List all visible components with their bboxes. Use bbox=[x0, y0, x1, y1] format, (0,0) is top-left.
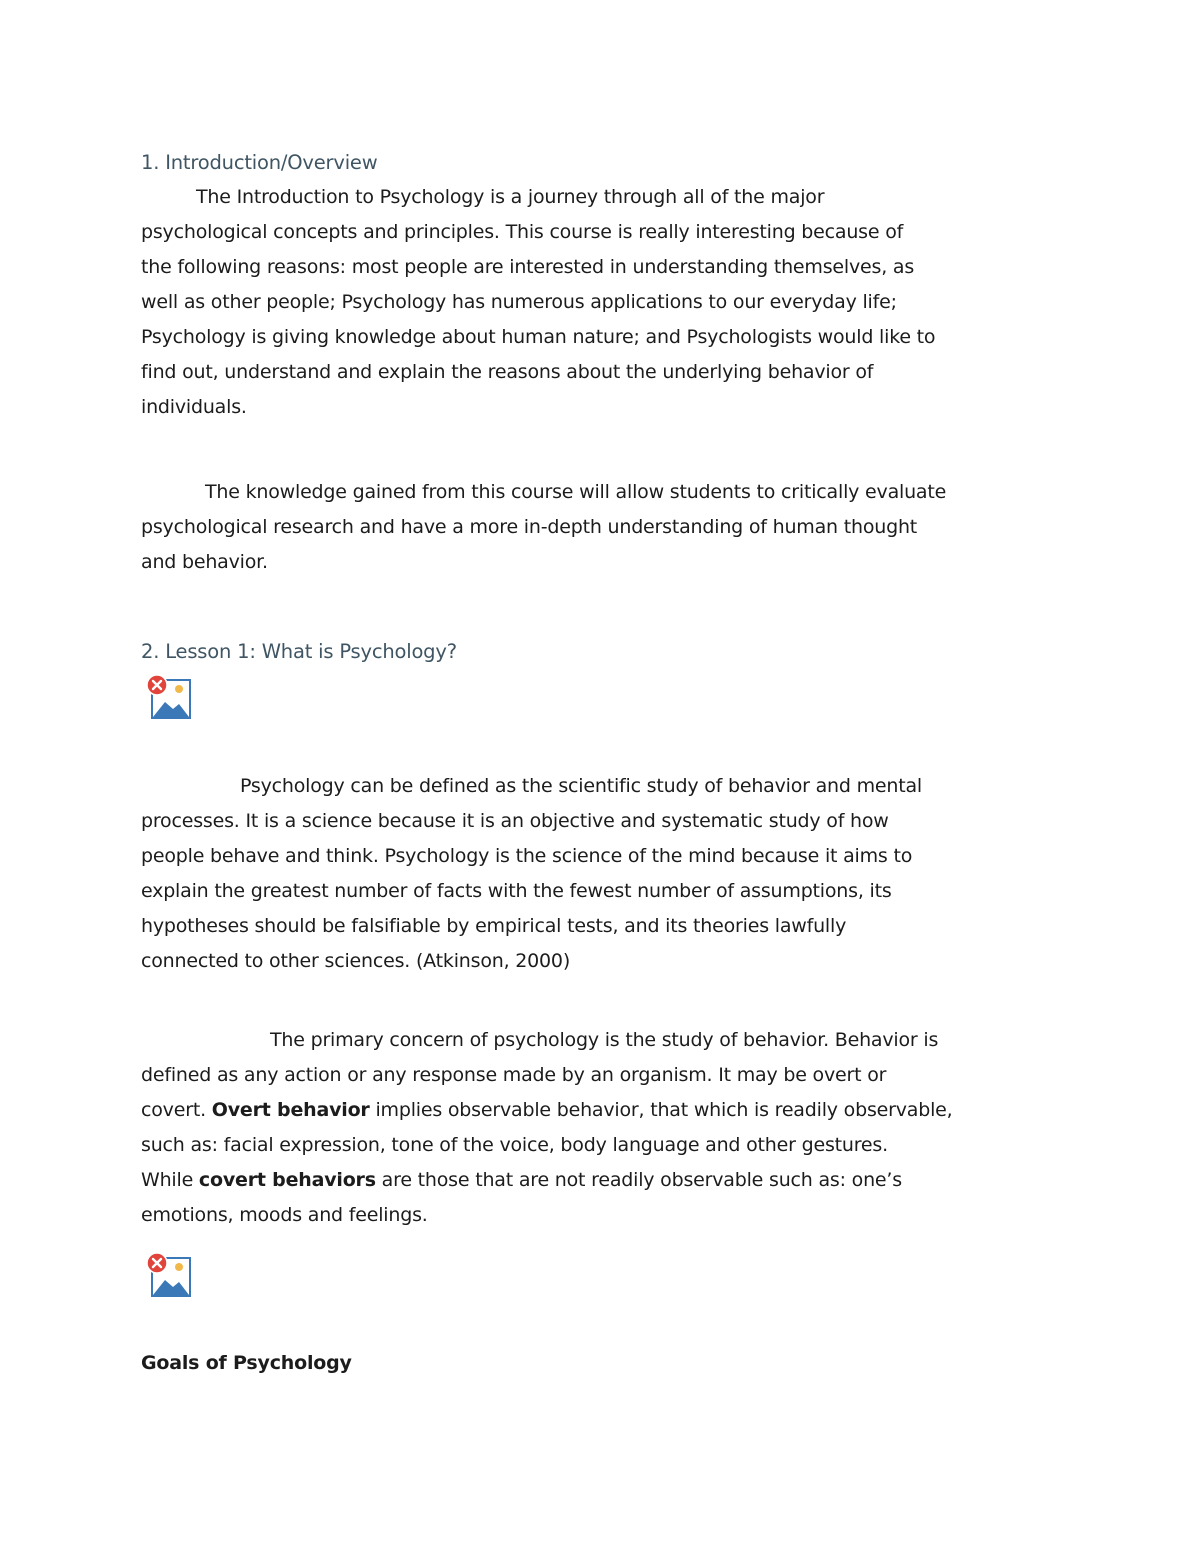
paragraph-line bbox=[141, 1163, 902, 1198]
paragraph-line: find out, understand and explain the reasons about the underlying behavior of bbox=[141, 361, 874, 383]
paragraph-line: the following reasons: most people are interested in understanding themselves, as bbox=[141, 256, 915, 278]
covert-behaviors-term: covert behaviors bbox=[198, 1169, 376, 1191]
paragraph-line: hypotheses should be falsifiable by empirical tests, and its theories lawfully bbox=[141, 915, 847, 937]
text-span: are those that are not readily observable such as: one’s bbox=[375, 1169, 902, 1191]
section-1-heading: 1. Introduction/Overview bbox=[141, 151, 378, 174]
paragraph-line: Psychology can be defined as the scientific study of behavior and mental bbox=[240, 775, 922, 797]
broken-image-icon bbox=[146, 1252, 192, 1298]
text-span: implies observable behavior, that which is readily observable, bbox=[369, 1099, 953, 1121]
paragraph-line: such as: facial expression, tone of the voice, body language and other gestures. bbox=[141, 1134, 888, 1156]
paragraph-line: defined as any action or any response made by an organism. It may be overt or bbox=[141, 1064, 887, 1086]
paragraph-line: psychological concepts and principles. This course is really interesting because of bbox=[141, 221, 904, 243]
paragraph-line: and behavior. bbox=[141, 551, 268, 573]
paragraph-line bbox=[141, 1093, 953, 1128]
paragraph-line: people behave and think. Psychology is the science of the mind because it aims to bbox=[141, 845, 913, 867]
text-span: While bbox=[141, 1169, 199, 1191]
overt-behavior-term: Overt behavior bbox=[211, 1099, 370, 1121]
text-span: covert. bbox=[141, 1099, 212, 1121]
paragraph-line: Psychology is giving knowledge about human nature; and Psychologists would like to bbox=[141, 326, 936, 348]
paragraph-line: emotions, moods and feelings. bbox=[141, 1204, 428, 1226]
paragraph-line: processes. It is a science because it is an objective and systematic study of how bbox=[141, 810, 889, 832]
paragraph-line: The primary concern of psychology is the study of behavior. Behavior is bbox=[270, 1029, 939, 1051]
paragraph-line: well as other people; Psychology has numerous applications to our everyday life; bbox=[141, 291, 897, 313]
broken-image-icon bbox=[146, 674, 192, 720]
paragraph-line: The Introduction to Psychology is a journey through all of the major bbox=[196, 186, 825, 208]
paragraph-line: individuals. bbox=[141, 396, 247, 418]
paragraph-line: connected to other sciences. (Atkinson, 2000) bbox=[141, 950, 571, 972]
paragraph-line: explain the greatest number of facts with the fewest number of assumptions, its bbox=[141, 880, 892, 902]
goals-of-psychology-heading: Goals of Psychology bbox=[141, 1352, 352, 1374]
paragraph-line: psychological research and have a more in-depth understanding of human thought bbox=[141, 516, 918, 538]
paragraph-line: The knowledge gained from this course will allow students to critically evaluate bbox=[205, 481, 947, 503]
section-2-heading: 2. Lesson 1: What is Psychology? bbox=[141, 640, 457, 663]
